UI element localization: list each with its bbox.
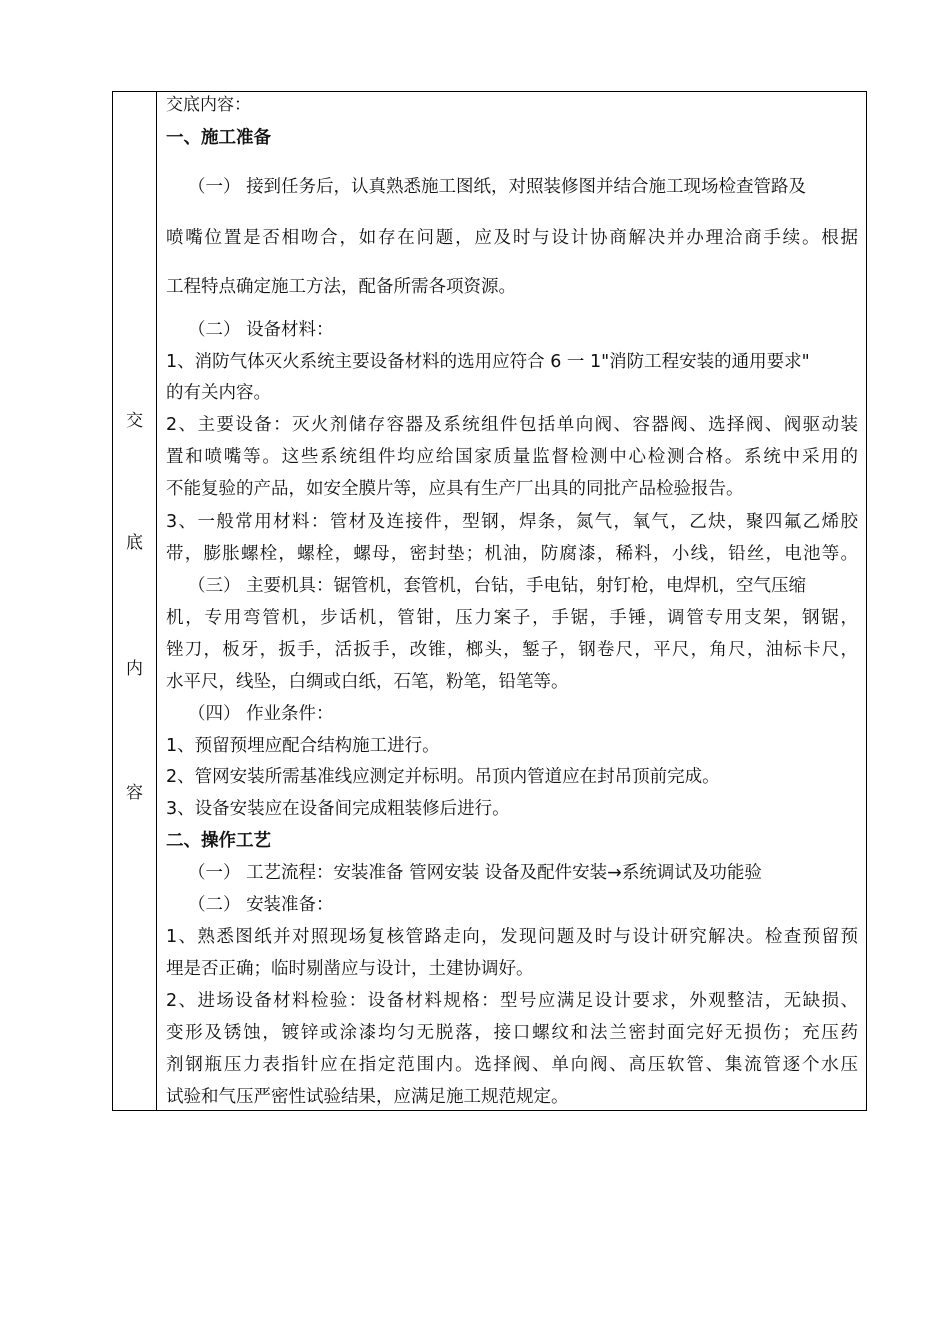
text-line: 埋是否正确；临时剔凿应与设计，土建协调好。	[166, 959, 534, 979]
text-line: 1、熟悉图纸并对照现场复核管路走向，发现问题及时与设计研究解决。检查预留预	[166, 927, 858, 947]
text-line: 不能复验的产品，如安全膜片等，应具有生产厂出具的同批产品检验报告。	[166, 479, 744, 499]
label-column	[113, 92, 157, 1110]
label-char: 底	[126, 533, 143, 553]
text-line: （二） 设备材料：	[188, 320, 334, 340]
label-char: 交	[126, 411, 143, 431]
text-line: 试验和气压严密性试验结果，应满足施工规范规定。	[166, 1087, 569, 1107]
text-line: 机，专用弯管机，步话机，管钳，压力案子，手锯，手锤，调管专用支架，钢锯，	[166, 608, 858, 628]
text-line: 的有关内容。	[166, 383, 271, 403]
text-line: 2、主要设备：灭火剂储存容器及系统组件包括单向阀、容器阀、选择阀、阀驱动装	[166, 415, 858, 435]
label-char: 内	[126, 659, 143, 679]
section-heading: 二、操作工艺	[166, 831, 271, 851]
text-line: （一） 工艺流程：安装准备 管网安装 设备及配件安装→系统调试及功能验	[188, 863, 762, 883]
text-line: 3、设备安装应在设备间完成粗装修后进行。	[166, 799, 510, 819]
text-line: 1、预留预埋应配合结构施工进行。	[166, 736, 440, 756]
text-line: 2、进场设备材料检验：设备材料规格：型号应满足设计要求，外观整洁，无缺损、	[166, 991, 858, 1011]
text-line: （四） 作业条件：	[188, 704, 334, 724]
text-line: （三） 主要机具：锯管机，套管机，台钻，手电钻，射钉枪，电焊机，空气压缩	[188, 576, 807, 596]
text-line: 锉刀，板牙，扳手，活扳手，改锥，榔头，錾子，钢卷尺，平尺，角尺，油标卡尺，	[166, 640, 858, 660]
text-line: 置和喷嘴等。这些系统组件均应给国家质量监督检测中心检测合格。系统中采用的	[166, 447, 858, 467]
text-line: 剂钢瓶压力表指针应在指定范围内。选择阀、单向阀、高压软管、集流管逐个水压	[166, 1055, 858, 1075]
text-line: 1、消防气体灭火系统主要设备材料的选用应符合 6 一 1"消防工程安装的通用要求"	[166, 352, 810, 372]
label-char: 容	[126, 783, 143, 803]
content-header: 交底内容：	[166, 95, 251, 115]
text-line: 喷嘴位置是否相吻合，如存在问题，应及时与设计协商解决并办理洽商手续。根据	[166, 228, 858, 248]
disclosure-table	[112, 91, 867, 1111]
text-line: （二） 安装准备：	[188, 895, 334, 915]
section-heading: 一、施工准备	[166, 128, 271, 148]
text-line: （一） 接到任务后，认真熟悉施工图纸，对照装修图并结合施工现场检查管路及	[188, 177, 807, 197]
text-line: 带，膨胀螺栓，螺栓，螺母，密封垫；机油，防腐漆，稀料，小线，铅丝，电池等。	[166, 544, 858, 564]
text-line: 2、管网安装所需基准线应测定并标明。吊顶内管道应在封吊顶前完成。	[166, 767, 720, 787]
text-line: 工程特点确定施工方法，配备所需各项资源。	[166, 277, 516, 297]
text-line: 变形及锈蚀，镀锌或涂漆均匀无脱落，接口螺纹和法兰密封面完好无损伤；充压药	[166, 1023, 858, 1043]
text-line: 水平尺，线坠，白绸或白纸，石笔，粉笔，铅笔等。	[166, 672, 569, 692]
text-line: 3、一般常用材料：管材及连接件，型钢，焊条，氮气，氧气，乙炔，聚四氟乙烯胶	[166, 512, 858, 532]
